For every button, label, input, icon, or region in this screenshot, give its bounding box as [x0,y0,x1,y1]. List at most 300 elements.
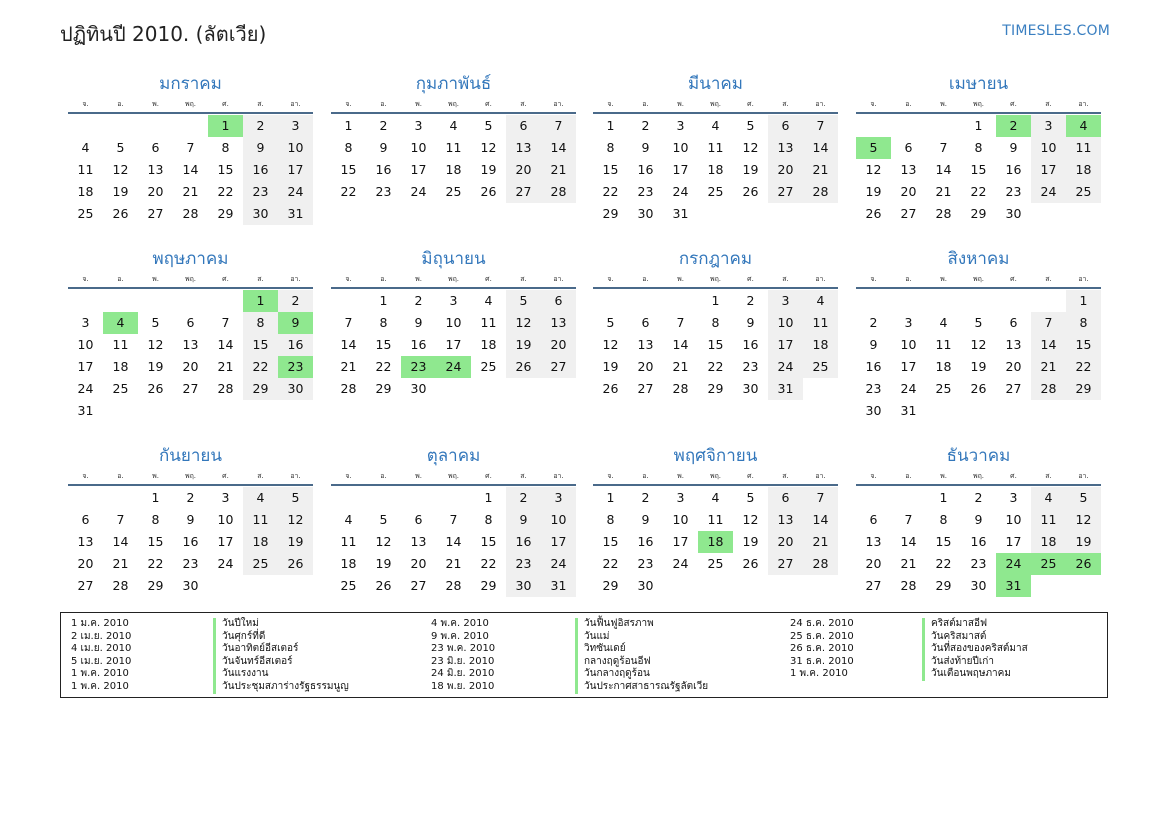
day-cell[interactable]: 9 [746,315,755,330]
day-cell[interactable]: 14 [541,137,576,159]
day-cell[interactable]: 28 [541,181,576,203]
day-cell[interactable]: 5 [1066,487,1101,509]
day-cell[interactable]: 26 [742,184,759,199]
day-cell[interactable]: 24 [672,556,689,571]
day-cell[interactable]: 5 [278,487,313,509]
day-cell[interactable]: 16 [278,334,313,356]
day-cell[interactable]: 25 [707,184,724,199]
day-cell[interactable]: 6 [869,512,878,527]
day-cell[interactable]: 31 [996,575,1031,597]
day-cell[interactable]: 3 [449,293,458,308]
day-cell[interactable]: 10 [672,512,689,527]
day-cell[interactable]: 12 [506,312,541,334]
day-cell[interactable]: 3 [414,118,423,133]
day-cell[interactable]: 8 [379,315,388,330]
day-cell[interactable]: 28 [900,578,917,593]
day-cell[interactable]: 31 [541,575,576,597]
day-cell[interactable]: 15 [147,534,164,549]
day-cell[interactable]: 9 [974,512,983,527]
day-cell[interactable]: 26 [480,184,497,199]
day-cell[interactable]: 23 [637,184,654,199]
day-cell[interactable]: 10 [278,137,313,159]
day-cell[interactable]: 18 [1066,159,1101,181]
day-cell[interactable]: 10 [217,512,234,527]
day-cell[interactable]: 18 [445,162,462,177]
day-cell[interactable]: 11 [1066,137,1101,159]
day-cell[interactable]: 9 [641,512,650,527]
day-cell[interactable]: 30 [637,206,654,221]
day-cell[interactable]: 21 [340,359,357,374]
day-cell[interactable]: 24 [77,381,94,396]
day-cell[interactable]: 8 [221,140,230,155]
day-cell[interactable]: 27 [900,206,917,221]
day-cell[interactable]: 8 [606,512,615,527]
day-cell[interactable]: 29 [147,578,164,593]
day-cell[interactable]: 24 [672,184,689,199]
day-cell[interactable]: 24 [278,181,313,203]
day-cell[interactable]: 24 [1031,181,1066,203]
day-cell[interactable]: 18 [935,359,952,374]
day-cell[interactable]: 25 [112,381,129,396]
day-cell[interactable]: 25 [1066,181,1101,203]
day-cell[interactable]: 21 [935,184,952,199]
day-cell[interactable]: 31 [77,403,94,418]
day-cell[interactable]: 21 [217,359,234,374]
day-cell[interactable]: 27 [147,206,164,221]
day-cell[interactable]: 14 [182,162,199,177]
day-cell[interactable]: 9 [1009,140,1018,155]
day-cell[interactable]: 20 [637,359,654,374]
day-cell[interactable]: 13 [768,137,803,159]
day-cell[interactable]: 20 [541,334,576,356]
day-cell[interactable]: 2 [506,487,541,509]
day-cell[interactable]: 15 [707,337,724,352]
day-cell[interactable]: 19 [970,359,987,374]
day-cell[interactable]: 11 [935,337,952,352]
day-cell[interactable]: 19 [602,359,619,374]
day-cell[interactable]: 9 [186,512,195,527]
day-cell[interactable]: 15 [970,162,987,177]
day-cell[interactable]: 15 [602,162,619,177]
day-cell[interactable]: 9 [379,140,388,155]
day-cell[interactable]: 25 [340,578,357,593]
day-cell[interactable]: 3 [904,315,913,330]
day-cell[interactable]: 13 [410,534,427,549]
day-cell[interactable]: 22 [340,184,357,199]
day-cell[interactable]: 23 [742,359,759,374]
day-cell[interactable]: 17 [1005,534,1022,549]
day-cell[interactable]: 30 [1005,206,1022,221]
day-cell[interactable]: 25 [77,206,94,221]
day-cell[interactable]: 18 [803,334,838,356]
day-cell[interactable]: 17 [672,534,689,549]
day-cell[interactable]: 6 [768,115,803,137]
day-cell[interactable]: 26 [970,381,987,396]
day-cell[interactable]: 26 [147,381,164,396]
day-cell[interactable]: 12 [278,509,313,531]
day-cell[interactable]: 5 [856,137,891,159]
day-cell[interactable]: 22 [375,359,392,374]
day-cell[interactable]: 7 [344,315,353,330]
day-cell[interactable]: 30 [182,578,199,593]
day-cell[interactable]: 23 [1005,184,1022,199]
day-cell[interactable]: 12 [970,337,987,352]
day-cell[interactable]: 26 [742,556,759,571]
day-cell[interactable]: 6 [414,512,423,527]
day-cell[interactable]: 12 [375,534,392,549]
day-cell[interactable]: 14 [900,534,917,549]
day-cell[interactable]: 11 [112,337,129,352]
day-cell[interactable]: 25 [1031,553,1066,575]
day-cell[interactable]: 19 [742,534,759,549]
day-cell[interactable]: 6 [506,115,541,137]
day-cell[interactable]: 18 [707,162,724,177]
day-cell[interactable]: 17 [768,334,803,356]
day-cell[interactable]: 1 [939,490,948,505]
day-cell[interactable]: 28 [217,381,234,396]
day-cell[interactable]: 2 [641,118,650,133]
day-cell[interactable]: 8 [243,312,278,334]
day-cell[interactable]: 3 [768,290,803,312]
day-cell[interactable]: 5 [974,315,983,330]
day-cell[interactable]: 23 [865,381,882,396]
day-cell[interactable]: 21 [803,159,838,181]
day-cell[interactable]: 10 [1005,512,1022,527]
day-cell[interactable]: 11 [803,312,838,334]
day-cell[interactable]: 26 [506,356,541,378]
day-cell[interactable]: 5 [746,118,755,133]
day-cell[interactable]: 17 [410,162,427,177]
day-cell[interactable]: 27 [768,553,803,575]
day-cell[interactable]: 1 [974,118,983,133]
day-cell[interactable]: 19 [506,334,541,356]
day-cell[interactable]: 28 [1031,378,1066,400]
day-cell[interactable]: 18 [340,556,357,571]
day-cell[interactable]: 25 [935,381,952,396]
day-cell[interactable]: 24 [996,553,1031,575]
day-cell[interactable]: 12 [602,337,619,352]
day-cell[interactable]: 2 [974,490,983,505]
day-cell[interactable]: 23 [637,556,654,571]
day-cell[interactable]: 14 [445,534,462,549]
day-cell[interactable]: 4 [1066,115,1101,137]
day-cell[interactable]: 27 [865,578,882,593]
day-cell[interactable]: 13 [637,337,654,352]
day-cell[interactable]: 6 [768,487,803,509]
day-cell[interactable]: 11 [707,140,724,155]
day-cell[interactable]: 21 [445,556,462,571]
day-cell[interactable]: 17 [77,359,94,374]
day-cell[interactable]: 30 [278,378,313,400]
day-cell[interactable]: 6 [151,140,160,155]
day-cell[interactable]: 20 [768,159,803,181]
day-cell[interactable]: 10 [410,140,427,155]
day-cell[interactable]: 11 [77,162,94,177]
day-cell[interactable]: 3 [1031,115,1066,137]
day-cell[interactable]: 1 [1066,290,1101,312]
day-cell[interactable]: 24 [900,381,917,396]
day-cell[interactable]: 3 [81,315,90,330]
day-cell[interactable]: 8 [1066,312,1101,334]
day-cell[interactable]: 23 [506,553,541,575]
day-cell[interactable]: 16 [506,531,541,553]
day-cell[interactable]: 29 [217,206,234,221]
day-cell[interactable]: 20 [768,531,803,553]
day-cell[interactable]: 30 [637,578,654,593]
day-cell[interactable]: 4 [711,490,720,505]
day-cell[interactable]: 3 [676,490,685,505]
day-cell[interactable]: 25 [243,553,278,575]
day-cell[interactable]: 7 [221,315,230,330]
day-cell[interactable]: 30 [865,403,882,418]
day-cell[interactable]: 14 [112,534,129,549]
day-cell[interactable]: 4 [939,315,948,330]
day-cell[interactable]: 7 [186,140,195,155]
day-cell[interactable]: 4 [103,312,138,334]
day-cell[interactable]: 28 [112,578,129,593]
day-cell[interactable]: 16 [410,337,427,352]
day-cell[interactable]: 1 [606,118,615,133]
day-cell[interactable]: 5 [379,512,388,527]
day-cell[interactable]: 3 [676,118,685,133]
day-cell[interactable]: 27 [541,356,576,378]
day-cell[interactable]: 10 [900,337,917,352]
day-cell[interactable]: 22 [217,184,234,199]
day-cell[interactable]: 31 [278,203,313,225]
day-cell[interactable]: 22 [480,556,497,571]
day-cell[interactable]: 5 [116,140,125,155]
day-cell[interactable]: 19 [375,556,392,571]
day-cell[interactable]: 13 [900,162,917,177]
day-cell[interactable]: 11 [1031,509,1066,531]
day-cell[interactable]: 4 [1031,487,1066,509]
day-cell[interactable]: 12 [865,162,882,177]
day-cell[interactable]: 25 [480,359,497,374]
day-cell[interactable]: 8 [484,512,493,527]
day-cell[interactable]: 17 [217,534,234,549]
day-cell[interactable]: 13 [768,509,803,531]
day-cell[interactable]: 4 [803,290,838,312]
day-cell[interactable]: 22 [602,184,619,199]
day-cell[interactable]: 29 [935,578,952,593]
day-cell[interactable]: 22 [935,556,952,571]
day-cell[interactable]: 12 [742,512,759,527]
day-cell[interactable]: 1 [243,290,278,312]
day-cell[interactable]: 26 [112,206,129,221]
day-cell[interactable]: 14 [672,337,689,352]
day-cell[interactable]: 13 [541,312,576,334]
day-cell[interactable]: 30 [506,575,541,597]
day-cell[interactable]: 14 [803,137,838,159]
day-cell[interactable]: 18 [112,359,129,374]
day-cell[interactable]: 7 [1031,312,1066,334]
day-cell[interactable]: 16 [375,162,392,177]
day-cell[interactable]: 21 [803,531,838,553]
day-cell[interactable]: 19 [865,184,882,199]
day-cell[interactable]: 28 [803,181,838,203]
day-cell[interactable]: 4 [81,140,90,155]
day-cell[interactable]: 18 [698,531,733,553]
day-cell[interactable]: 26 [278,553,313,575]
day-cell[interactable]: 19 [278,531,313,553]
day-cell[interactable]: 12 [1066,509,1101,531]
day-cell[interactable]: 16 [182,534,199,549]
day-cell[interactable]: 20 [506,159,541,181]
day-cell[interactable]: 20 [410,556,427,571]
day-cell[interactable]: 29 [480,578,497,593]
day-cell[interactable]: 28 [445,578,462,593]
day-cell[interactable]: 29 [970,206,987,221]
day-cell[interactable]: 2 [641,490,650,505]
day-cell[interactable]: 28 [672,381,689,396]
day-cell[interactable]: 2 [379,118,388,133]
day-cell[interactable]: 16 [637,162,654,177]
day-cell[interactable]: 11 [707,512,724,527]
day-cell[interactable]: 29 [375,381,392,396]
day-cell[interactable]: 4 [484,293,493,308]
day-cell[interactable]: 14 [803,509,838,531]
day-cell[interactable]: 27 [77,578,94,593]
day-cell[interactable]: 1 [208,115,243,137]
day-cell[interactable]: 30 [243,203,278,225]
day-cell[interactable]: 6 [186,315,195,330]
day-cell[interactable]: 18 [1031,531,1066,553]
day-cell[interactable]: 2 [414,293,423,308]
day-cell[interactable]: 28 [340,381,357,396]
day-cell[interactable]: 23 [243,181,278,203]
day-cell[interactable]: 31 [768,378,803,400]
day-cell[interactable]: 30 [970,578,987,593]
day-cell[interactable]: 30 [742,381,759,396]
day-cell[interactable]: 20 [77,556,94,571]
day-cell[interactable]: 24 [410,184,427,199]
day-cell[interactable]: 29 [707,381,724,396]
day-cell[interactable]: 18 [243,531,278,553]
day-cell[interactable]: 10 [541,509,576,531]
day-cell[interactable]: 15 [217,162,234,177]
day-cell[interactable]: 4 [243,487,278,509]
day-cell[interactable]: 1 [151,490,160,505]
day-cell[interactable]: 11 [243,509,278,531]
day-cell[interactable]: 22 [707,359,724,374]
day-cell[interactable]: 17 [672,162,689,177]
day-cell[interactable]: 17 [541,531,576,553]
day-cell[interactable]: 24 [217,556,234,571]
day-cell[interactable]: 4 [344,512,353,527]
day-cell[interactable]: 3 [221,490,230,505]
day-cell[interactable]: 19 [1066,531,1101,553]
day-cell[interactable]: 27 [182,381,199,396]
day-cell[interactable]: 25 [803,356,838,378]
day-cell[interactable]: 9 [506,509,541,531]
day-cell[interactable]: 15 [935,534,952,549]
day-cell[interactable]: 7 [449,512,458,527]
day-cell[interactable]: 23 [375,184,392,199]
day-cell[interactable]: 5 [746,490,755,505]
day-cell[interactable]: 15 [480,534,497,549]
day-cell[interactable]: 15 [375,337,392,352]
day-cell[interactable]: 20 [1005,359,1022,374]
day-cell[interactable]: 17 [445,337,462,352]
day-cell[interactable]: 16 [243,159,278,181]
day-cell[interactable]: 5 [506,290,541,312]
day-cell[interactable]: 27 [506,181,541,203]
day-cell[interactable]: 14 [935,162,952,177]
day-cell[interactable]: 8 [939,512,948,527]
day-cell[interactable]: 3 [541,487,576,509]
day-cell[interactable]: 16 [865,359,882,374]
day-cell[interactable]: 22 [147,556,164,571]
day-cell[interactable]: 7 [116,512,125,527]
day-cell[interactable]: 11 [480,315,497,330]
day-cell[interactable]: 29 [602,206,619,221]
day-cell[interactable]: 1 [344,118,353,133]
day-cell[interactable]: 11 [340,534,357,549]
day-cell[interactable]: 21 [182,184,199,199]
day-cell[interactable]: 31 [900,403,917,418]
day-cell[interactable]: 9 [414,315,423,330]
day-cell[interactable]: 21 [672,359,689,374]
day-cell[interactable]: 6 [1009,315,1018,330]
day-cell[interactable]: 26 [375,578,392,593]
day-cell[interactable]: 20 [865,556,882,571]
day-cell[interactable]: 27 [768,181,803,203]
day-cell[interactable]: 16 [637,534,654,549]
day-cell[interactable]: 29 [243,378,278,400]
day-cell[interactable]: 16 [742,337,759,352]
day-cell[interactable]: 16 [970,534,987,549]
day-cell[interactable]: 7 [803,487,838,509]
day-cell[interactable]: 19 [480,162,497,177]
day-cell[interactable]: 15 [602,534,619,549]
day-cell[interactable]: 25 [445,184,462,199]
day-cell[interactable]: 7 [939,140,948,155]
day-cell[interactable]: 22 [1066,356,1101,378]
day-cell[interactable]: 12 [742,140,759,155]
day-cell[interactable]: 23 [278,356,313,378]
day-cell[interactable]: 28 [803,553,838,575]
day-cell[interactable]: 7 [803,115,838,137]
day-cell[interactable]: 13 [865,534,882,549]
day-cell[interactable]: 6 [541,290,576,312]
day-cell[interactable]: 2 [996,115,1031,137]
day-cell[interactable]: 7 [904,512,913,527]
day-cell[interactable]: 26 [602,381,619,396]
day-cell[interactable]: 5 [484,118,493,133]
day-cell[interactable]: 12 [147,337,164,352]
day-cell[interactable]: 14 [340,337,357,352]
day-cell[interactable]: 17 [278,159,313,181]
day-cell[interactable]: 23 [970,556,987,571]
day-cell[interactable]: 24 [436,356,471,378]
day-cell[interactable]: 4 [711,118,720,133]
day-cell[interactable]: 9 [869,337,878,352]
day-cell[interactable]: 27 [1005,381,1022,396]
day-cell[interactable]: 2 [869,315,878,330]
day-cell[interactable]: 10 [445,315,462,330]
day-cell[interactable]: 1 [484,490,493,505]
day-cell[interactable]: 4 [449,118,458,133]
day-cell[interactable]: 3 [278,115,313,137]
day-cell[interactable]: 1 [606,490,615,505]
day-cell[interactable]: 13 [506,137,541,159]
day-cell[interactable]: 13 [77,534,94,549]
day-cell[interactable]: 15 [340,162,357,177]
day-cell[interactable]: 8 [974,140,983,155]
day-cell[interactable]: 1 [711,293,720,308]
day-cell[interactable]: 8 [606,140,615,155]
day-cell[interactable]: 22 [970,184,987,199]
